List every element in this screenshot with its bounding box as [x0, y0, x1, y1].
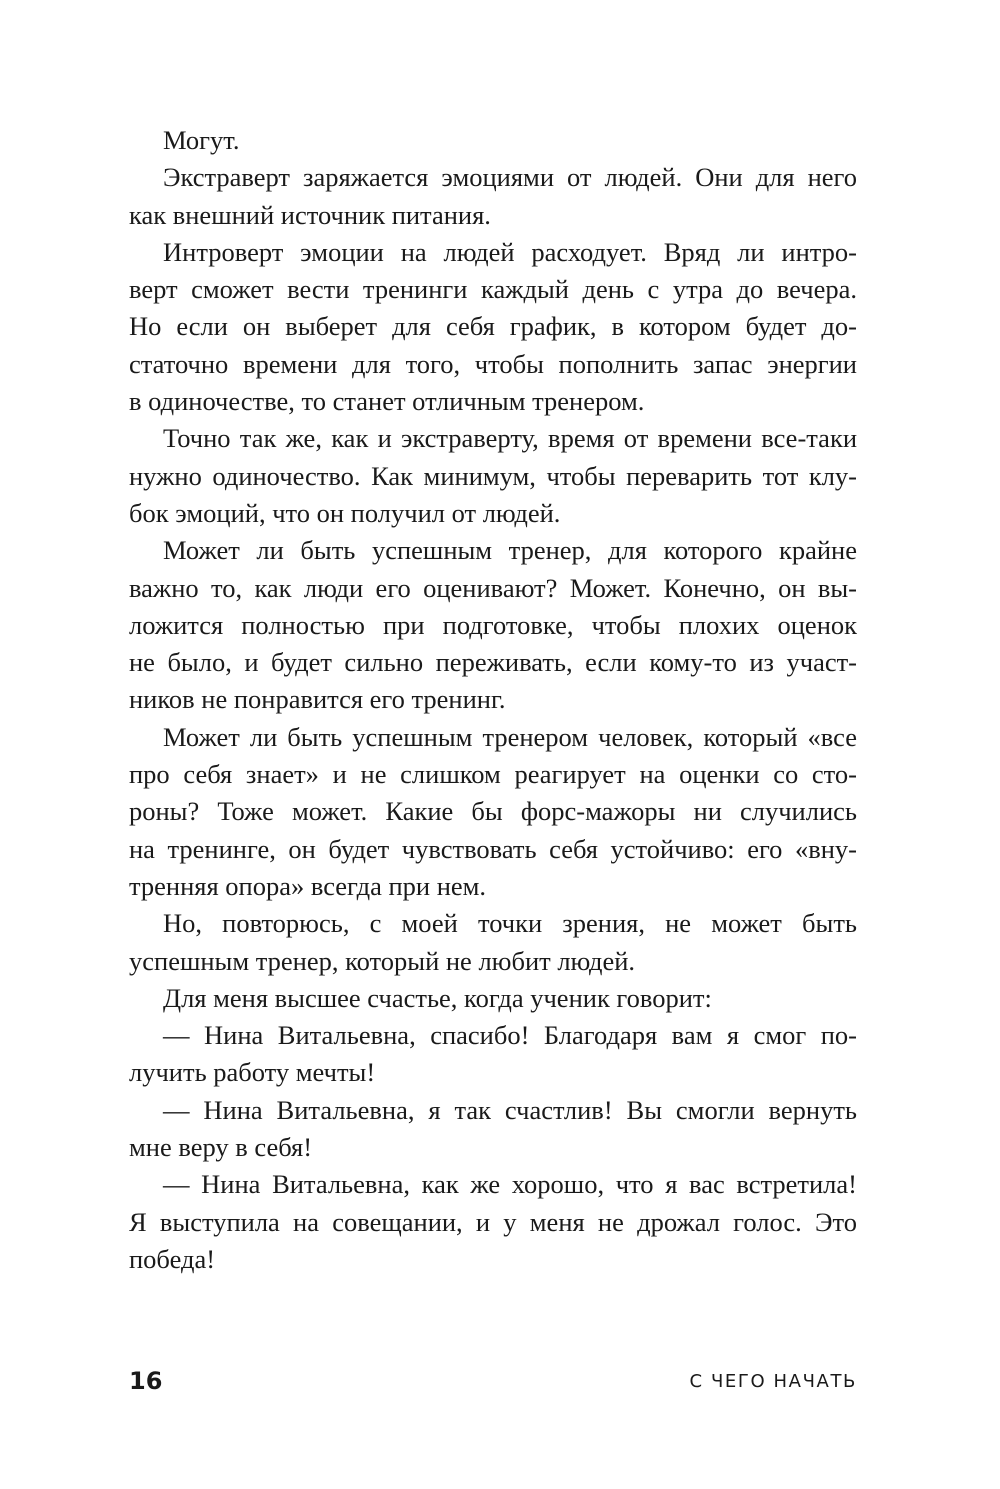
body-text — [129, 122, 857, 1278]
text-line: Может ли быть успешным тренер, для которого крайне — [163, 535, 857, 566]
text-line: Но, повторюсь, с моей точки зрения, не может быть — [163, 908, 857, 939]
text-line: нужно одиночество. Как минимум, чтобы переварить тот клу- — [129, 460, 857, 491]
text-line: лучить работу мечты! — [129, 1057, 376, 1088]
text-line: не было, и будет сильно переживать, если кому-то из участ- — [129, 647, 857, 678]
text-line: Экстраверт заряжается эмоциями от людей. Они для него — [163, 162, 857, 193]
text-line: роны? Тоже может. Какие бы форс-мажоры ни случились — [129, 796, 857, 827]
text-line: бок эмоций, что он получил от людей. — [129, 497, 561, 528]
text-line: верт сможет вести тренинги каждый день с утра до вечера. — [129, 274, 857, 305]
running-footer-title: С ЧЕГО НАЧАТЬ — [689, 1371, 857, 1392]
text-line: ников не понравится его тренинг. — [129, 684, 506, 715]
text-line: Для меня высшее счастье, когда ученик говорит: — [163, 982, 712, 1013]
text-line: успешным тренер, который не любит людей. — [129, 945, 636, 976]
text-line: важно то, как люди его оценивают? Может. Конечно, он вы- — [129, 572, 857, 603]
text-line: — Нина Витальевна, как же хорошо, что я вас встретила! — [163, 1169, 857, 1200]
text-line: статочно времени для того, чтобы пополнить запас энергии — [129, 348, 857, 379]
text-line: Точно так же, как и экстраверту, время от времени все-таки — [163, 423, 857, 454]
text-line: — Нина Витальевна, я так счастлив! Вы смогли вернуть — [163, 1094, 857, 1125]
text-line: — Нина Витальевна, спасибо! Благодаря вам я смог по- — [163, 1020, 857, 1051]
text-line: в одиночестве, то станет отличным тренером. — [129, 386, 645, 417]
text-line: как внешний источник питания. — [129, 199, 491, 230]
text-line: тренняя опора» всегда при нем. — [129, 870, 487, 901]
text-line: победа! — [129, 1243, 216, 1274]
text-line: ложится полностью при подготовке, чтобы плохих оценок — [129, 609, 857, 640]
text-line: мне веру в себя! — [129, 1132, 313, 1163]
text-line: Интроверт эмоции на людей расходует. Вряд ли интро- — [163, 236, 857, 267]
text-line: Может ли быть успешным тренером человек, который «все — [163, 721, 857, 752]
text-line: Я выступила на совещании, и у меня не дрожал голос. Это — [129, 1206, 857, 1237]
text-line: про себя знает» и не слишком реагирует на оценки со сто- — [129, 759, 857, 790]
text-line: Но если он выберет для себя график, в котором будет до- — [129, 311, 857, 342]
text-line: Могут. — [163, 125, 240, 155]
text-line: на тренинге, он будет чувствовать себя устойчиво: его «вну- — [129, 833, 857, 864]
page-number: 16 — [129, 1367, 163, 1395]
